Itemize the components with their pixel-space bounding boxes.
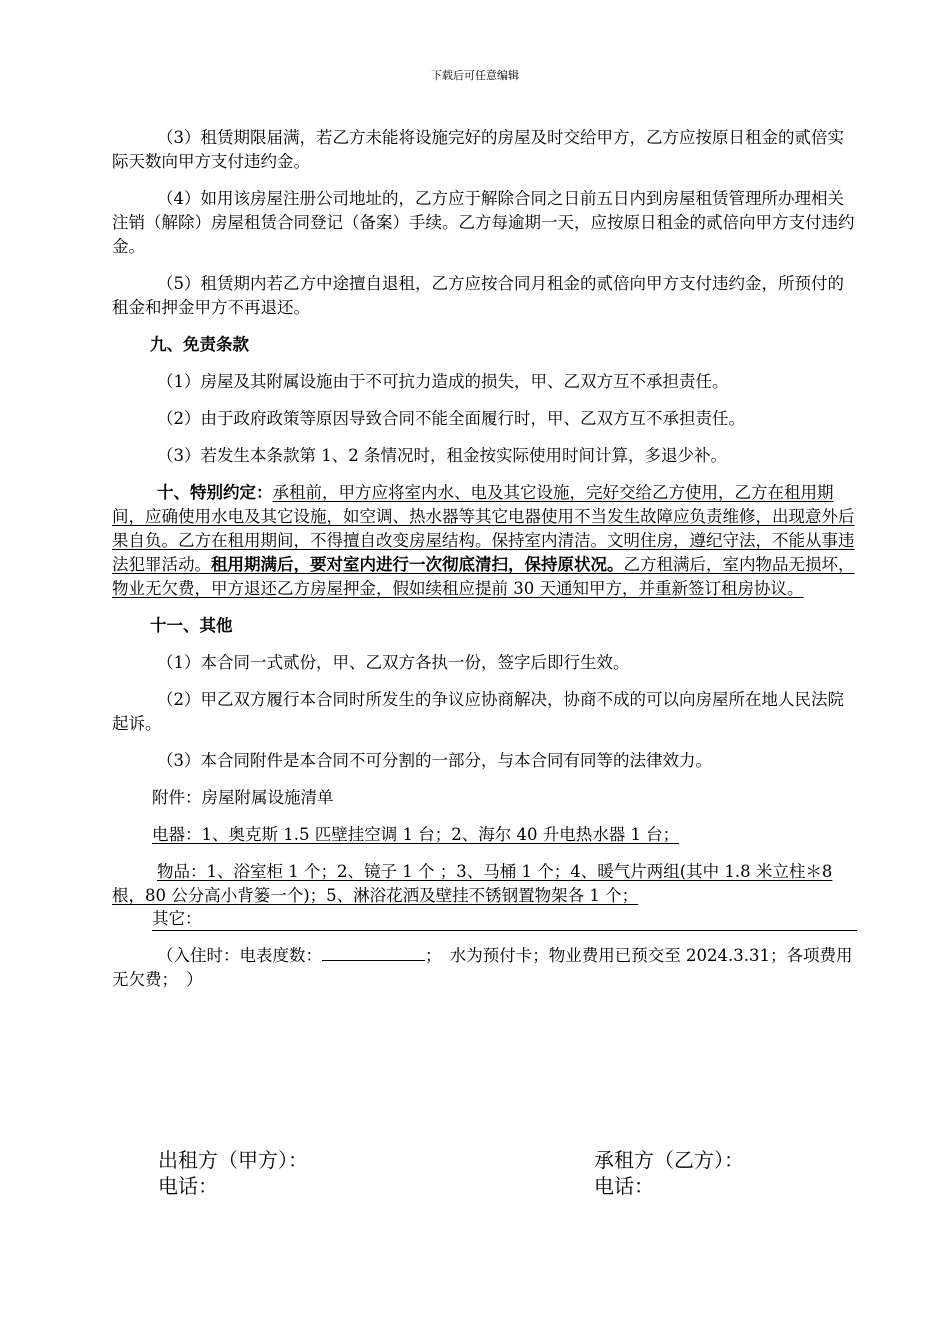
clause-11-3: （3）本合同附件是本合同不可分割的一部分，与本合同有同等的法律效力。	[157, 751, 712, 770]
clause-9-1: （1）房屋及其附属设施由于不可抗力造成的损失，甲、乙双方互不承担责任。	[157, 372, 729, 391]
clause-11-2: （2）甲乙双方履行本合同时所发生的争议应协商解决，协商不成的可以向房屋所在地人民法院起诉。	[112, 690, 844, 733]
attachment-other: 其它：	[152, 908, 857, 931]
clause-9-2: （2）由于政府政策等原因导致合同不能全面履行时，甲、乙双方互不承担责任。	[157, 409, 745, 428]
clause-8-5: （5）租赁期内若乙方中途擅自退租，乙方应按合同月租金的贰倍向甲方支付违约金，所预付的租金和押金甲方不再退还。	[112, 274, 844, 317]
appliances-text: 电器：1、奥克斯 1.5 匹壁挂空调 1 台；2、海尔 40 升电热水器 1 台；	[152, 825, 680, 844]
clause-8-3: （3）租赁期限届满，若乙方未能将设施完好的房屋及时交给甲方，乙方应按原日租金的贰倍实际天数向甲方支付违约金。	[112, 128, 844, 171]
lessee-label: 承租方（乙方）：	[594, 1148, 744, 1172]
section-9-heading: 九、免责条款	[150, 335, 249, 354]
lessee-phone-label: 电话：	[594, 1174, 654, 1198]
clause-9-3: （3）若发生本条款第 1、2 条情况时，租金按实际使用时间计算，多退少补。	[157, 446, 727, 465]
special-terms-a: 承租前，甲方应将室内水、电及其它设施，完好交给乙方使用，乙方在租用期间，应确使用水电及其它设施，如空调、热水器等其它电器使用不当发生故障应负责维修，出现意外后果自负。乙方在租用期间，不得擅自改变房屋结构。保持室内清洁。文明住房，遵纪守法，不能从事违法犯罪活动。	[112, 483, 855, 574]
clause-11-1: （1）本合同一式贰份，甲、乙双方各执一份，签字后即行生效。	[157, 653, 630, 672]
attachment-items	[112, 860, 857, 908]
lessor-phone-label: 电话：	[158, 1174, 218, 1198]
checkin-water-fee: ； 水为预付卡；物业费用已预交至 2024.3.31	[425, 946, 770, 965]
items-text: 物品：1、浴室柜 1 个；2、镜子 1 个 ；3、马桶 1 个；4、暖气片两组(其中 1.8 米立柱＊8 根，80 公分高小背篓一个)；5、淋浴花洒及壁挂不锈钢置物架各 1 个；	[112, 862, 833, 905]
section-11-heading: 十一、其他	[150, 616, 233, 635]
special-terms-bold: 租用期满后，要对室内进行一次彻底清扫，保持原状况。	[211, 555, 624, 574]
special-terms-c: 乙方租满后，室内物品无损坏，物业无欠费，甲方退还乙方房屋押金，假如续租应提前 30 天通知甲方，并重新签订租房协议。	[112, 555, 855, 598]
section-10-heading: 十、特别约定：	[157, 483, 273, 502]
clause-8-4: （4）如用该房屋注册公司地址的，乙方应于解除合同之日前五日内到房屋租赁管理所办理相关注销（解除）房屋租赁合同登记（备案）手续。乙方每逾期一天，应按原日租金的贰倍向甲方支付违约金。	[112, 189, 855, 256]
lessor-label: 出租方（甲方）：	[158, 1148, 308, 1172]
section-10	[112, 481, 857, 601]
checkin-meter-label: （入住时：电表度数：	[157, 946, 322, 965]
page-header: 下载后可任意编辑	[431, 69, 519, 82]
lessee-signature	[594, 1147, 744, 1199]
checkin-note	[112, 944, 857, 992]
checkin-no-arrears: ；各项费用无欠费； ）	[112, 946, 853, 989]
meter-reading-blank[interactable]	[322, 946, 425, 961]
lessor-signature	[158, 1147, 308, 1199]
attachment-title: 附件：房屋附属设施清单	[152, 788, 334, 807]
contract-body	[112, 126, 857, 992]
attachment-appliances	[112, 823, 857, 847]
